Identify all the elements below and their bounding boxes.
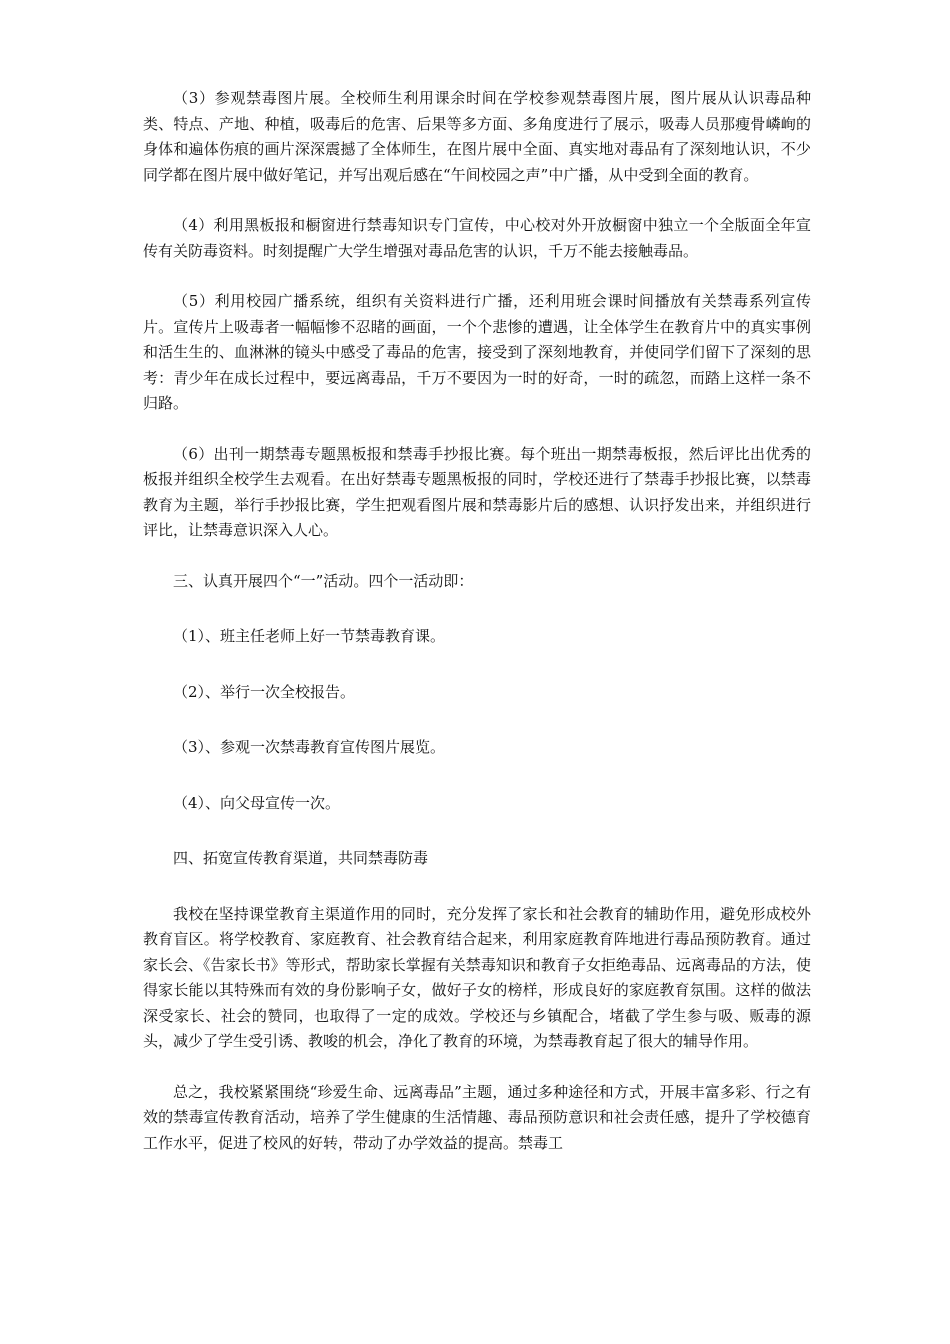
list-item-activity-1: （1）、班主任老师上好一节禁毒教育课。 — [173, 627, 446, 645]
paragraph-handwritten-newspaper: （6）出刊一期禁毒专题黑板报和禁毒手抄报比赛。每个班出一期禁毒板报，然后评比出优秀的板报并组织全校学生去观看。在出好禁毒专题黑板报的同时，学校还进行了禁毒手抄报比赛，以禁毒教育为主题，举行手抄报比赛，学生把观看图片展和禁毒影片后的感想、认识抒发出来，并组织进行评比，让禁毒意识深入人心。 — [143, 444, 811, 539]
paragraph-blackboard-showcase: （4）利用黑板报和橱窗进行禁毒知识专门宣传，中心校对外开放橱窗中独立一个全版面全年宣传有关防毒资料。时刻提醒广大学生增强对毒品危害的认识，千万不能去接触毒品。 — [143, 216, 811, 260]
section-heading-channels: 四、拓宽宣传教育渠道，共同禁毒防毒 — [173, 849, 429, 867]
paragraph-photo-exhibition: （3）参观禁毒图片展。全校师生利用课余时间在学校参观禁毒图片展，图片展从认识毒品种类、特点、产地、种植，吸毒后的危害、后果等多方面、多角度进行了展示，吸毒人员那瘦骨嶙峋的身体和遍体伤痕的画片深深震撼了全体师生，在图片展中全面、真实地对毒品有了深刻地认识，不少同学都在图片展中做好笔记，并写出观后感在“午间校园之声”中广播，从中受到全面的教育。 — [143, 89, 811, 184]
document-page — [143, 86, 811, 1181]
list-item-activity-2: （2）、举行一次全校报告。 — [173, 682, 356, 701]
section-heading-four-activities: 三、认真开展四个“一”活动。四个一活动即： — [173, 571, 474, 590]
paragraph-campus-broadcast: （5）利用校园广播系统，组织有关资料进行广播，还利用班会课时间播放有关禁毒系列宣传片。宣传片上吸毒者一幅幅惨不忍睹的画面，一个个悲惨的遭遇，让全体学生在教育片中的真实事例和活生生的、血淋淋的镜头中感受了毒品的危害，接受到了深刻地教育，并使同学们留下了深刻的思考：青少年在成长过程中，要远离毒品，千万不要因为一时的好奇，一时的疏忽，而踏上这样一条不归路。 — [143, 292, 811, 412]
paragraph-summary: 总之，我校紧紧围绕“珍爱生命、远离毒品”主题，通过多种途径和方式，开展丰富多彩、行之有效的禁毒宣传教育活动，培养了学生健康的生活情趣、毒品预防意识和社会责任感，提升了学校德育工作水平，促进了校风的好转，带动了办学效益的提高。禁毒工 — [143, 1082, 811, 1152]
list-item-activity-4: （4）、向父母宣传一次。 — [173, 793, 341, 812]
list-item-activity-3: （3）、参观一次禁毒教育宣传图片展览。 — [173, 738, 446, 756]
paragraph-family-society: 我校在坚持课堂教育主渠道作用的同时，充分发挥了家长和社会教育的辅助作用，避免形成校外教育盲区。将学校教育、家庭教育、社会教育结合起来，利用家庭教育阵地进行毒品预防教育。通过家长会、《告家长书》等形式，帮助家长掌握有关禁毒知识和教育子女拒绝毒品、远离毒品的方法，使得家长能以其特殊而有效的身份影响子女，做好子女的榜样，形成良好的家庭教育氛围。这样的做法深受家长、社会的赞同，也取得了一定的成效。学校还与乡镇配合，堵截了学生参与吸、贩毒的源头，减少了学生受引诱、教唆的机会，净化了教育的环境，为禁毒教育起了很大的辅导作用。 — [143, 904, 811, 1050]
